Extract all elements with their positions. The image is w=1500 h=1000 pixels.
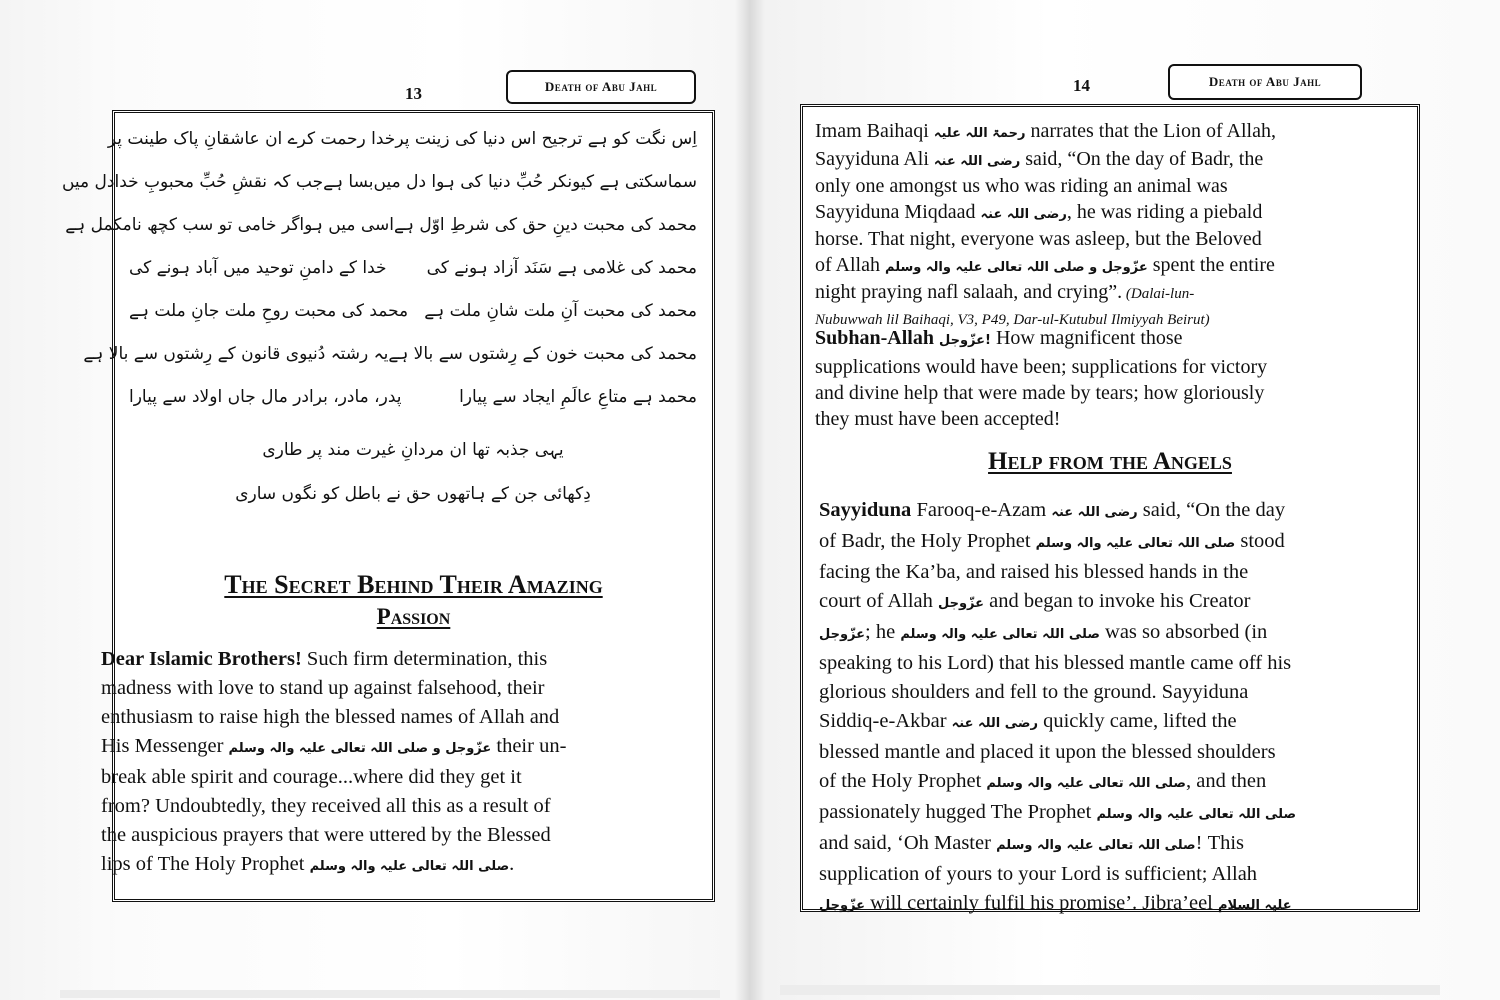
para-line: madness with love to stand up against falsehood, their (101, 677, 545, 699)
para-line: of Badr, the Holy Prophet (819, 530, 1036, 552)
urdu-verse-row (129, 299, 697, 342)
arabic-honorific: صلی اللہ تعالی علیہ والہ وسلم (1096, 807, 1297, 822)
para-line: Sayyiduna Miqdaad (815, 200, 981, 223)
urdu-hemistich: محمد کی محبت روحِ ملت جانِ ملت ہے (129, 301, 409, 321)
para-line: and said, ‘Oh Master (819, 832, 997, 854)
urdu-verse-row (83, 342, 697, 385)
para-line: break able spirit and courage...where did they get it (101, 766, 522, 788)
arabic-honorific: عزّوجل (819, 627, 866, 642)
right-header-title: Death of Abu Jahl (1168, 64, 1362, 100)
right-page-frame (800, 104, 1420, 912)
para-line: spent the entire (1147, 253, 1275, 276)
para-line: His Messenger (101, 735, 229, 757)
urdu-hemistich: اِس نگت کو ہے ترجیح اس دنیا کی زینت پر (395, 129, 697, 149)
left-page-edge (60, 990, 720, 998)
para-line: of Allah (815, 253, 885, 276)
para-line: enthusiasm to raise high the blessed names of Allah and (101, 706, 560, 728)
para-line: supplication of yours to your Lord is sufficient; Allah (819, 863, 1258, 885)
para-lead: Sayyiduna (819, 499, 912, 521)
para-line: was so absorbed (in (1099, 621, 1268, 643)
para-line: said, “On the day of Badr, the (1020, 147, 1264, 170)
section-title-angels: Help from the Angels (988, 448, 1232, 475)
para-line: facing the Ka’ba, and raised his blessed hands in the (819, 561, 1249, 583)
para-line: , he was riding a piebald (1066, 200, 1263, 223)
arabic-honorific: رضی اللہ عنہ (951, 716, 1038, 731)
urdu-verses (61, 127, 697, 428)
para-line: they must have been accepted! (815, 408, 1061, 430)
section-title-secret (115, 569, 712, 633)
para-line: Farooq-e-Azam (911, 499, 1052, 521)
right-page-number: 14 (1073, 76, 1090, 95)
para-line: will certainly fulfil his promise’. Jibra’eel (865, 892, 1218, 914)
urdu-hemistich: خدا کے دامنِ توحید میں آباد ہونے کی (129, 258, 387, 278)
para-line: ; he (865, 621, 901, 643)
para-line: said, “On the day (1137, 499, 1286, 521)
urdu-hemistich: محمد کی محبت خون کے رِشتوں سے بالا ہے (388, 344, 697, 364)
para-line: of the Holy Prophet (819, 770, 987, 792)
right-paragraph-3 (819, 496, 1395, 920)
para-line: quickly came, lifted the (1037, 710, 1237, 732)
para-line: How magnificent those (990, 327, 1183, 349)
para-line: from? Undoubtedly, they received all this as a result of (101, 795, 551, 817)
urdu-couplet-line: دِکھائی جن کے ہاتھوں حق نے باطل کو نگوں ساری (235, 484, 591, 504)
para-line: Such firm determination, this (301, 648, 548, 670)
urdu-verse-row (107, 127, 697, 170)
urdu-hemistich: خدا رحمت کرے ان عاشقانِ پاک طینت پر (107, 129, 396, 149)
para-line: , and then (1185, 770, 1267, 792)
urdu-verse-row (129, 385, 697, 428)
para-line: horse. That night, everyone was asleep, but the Beloved (815, 228, 1262, 250)
urdu-hemistich: یہ رشتہ دُنیوی قانون کے رِشتوں سے بالا ہے (83, 344, 389, 364)
left-page-frame (61, 110, 715, 902)
arabic-honorific: صلی اللہ تعالی علیہ والہ وسلم (996, 838, 1196, 853)
arabic-honorific: عزّوجل و صلی اللہ تعالی علیہ والہ وسلم (885, 259, 1148, 275)
para-line: night praying nafl salaah, and crying”. (815, 281, 1123, 303)
arabic-honorific: رضی اللہ عنہ (980, 206, 1067, 222)
para-line: the auspicious prayers that were uttered by the Blessed (101, 824, 551, 846)
para-line: their un- (491, 735, 567, 757)
para-line: and began to invoke his Creator (984, 590, 1251, 612)
arabic-honorific: رضی اللہ عنہ (1051, 505, 1138, 520)
urdu-hemistich: سماسکتی ہے کیونکر حُبِّ دنیا کی ہوا دل میں (373, 172, 697, 192)
para-line: narrates that the Lion of Allah, (1025, 120, 1276, 142)
para-line: court of Allah (819, 590, 938, 612)
arabic-honorific: رحمۃ اللہ علیہ (933, 126, 1026, 141)
citation: Nubuwwah lil Baihaqi, V3, P49, Dar-ul-Kutubul Ilmiyyah Beirut) (815, 311, 1210, 328)
para-line: only one amongst us who was riding an animal was (815, 175, 1228, 197)
para-line: supplications would have been; supplications for victory (815, 356, 1268, 378)
section-title-line: Passion (376, 604, 451, 629)
right-paragraph-1 (815, 119, 1375, 333)
right-paragraph-2 (815, 325, 1375, 432)
left-page-number: 13 (405, 84, 422, 103)
arabic-honorific: صلی اللہ تعالی علیہ والہ وسلم (986, 776, 1186, 791)
arabic-honorific: عزّوجل (819, 898, 866, 913)
para-line: Imam Baihaqi (815, 120, 934, 142)
urdu-hemistich: محمد ہے متاعِ عالَمِ ایجاد سے پیارا (459, 387, 697, 407)
urdu-hemistich: بسا ہےجب کہ نقشِ حُبِّ محبوبِ خدادل میں (61, 172, 374, 192)
urdu-couplet (129, 435, 697, 509)
para-line: and divine help that were made by tears; how gloriously (815, 382, 1265, 404)
para-line: speaking to his Lord) that his blessed mantle came off his (819, 652, 1292, 674)
urdu-hemistich: اسی میں ہواگر خامی تو سب کچھ نامکمل ہے (65, 215, 395, 235)
urdu-hemistich: محمد کی غلامی ہے سَنَد آزاد ہونے کی (426, 258, 697, 278)
urdu-hemistich: محمد کی محبت دینِ حق کی شرطِ اوّل ہے (394, 215, 697, 235)
arabic-honorific: رضی اللہ عنہ (933, 153, 1021, 169)
para-lead: Subhan-Allah (815, 327, 934, 349)
arabic-honorific: صلی اللہ تعالی علیہ والہ وسلم (900, 627, 1100, 642)
para-line: ! This (1195, 832, 1245, 854)
para-lead: Dear Islamic Brothers! (101, 648, 302, 670)
para-line: Siddiq-e-Akbar (819, 710, 952, 732)
left-paragraph (101, 645, 697, 881)
para-line: lips of The Holy Prophet (101, 853, 310, 875)
urdu-couplet-line: یہی جذبہ تھا ان مردانِ غیرت مند پر طاری (262, 440, 564, 460)
para-line: stood (1235, 530, 1285, 552)
left-header-title: Death of Abu Jahl (506, 70, 696, 104)
arabic-honorific: عزّوجل (938, 596, 985, 611)
urdu-hemistich: پدر، مادر، برادر مال جاں اولاد سے پیارا (129, 387, 402, 407)
arabic-honorific: عزّوجل! (938, 333, 991, 348)
right-page-edge (780, 985, 1440, 995)
arabic-honorific: علیہ السلام (1218, 898, 1292, 913)
urdu-verse-row (129, 256, 697, 299)
para-line: glorious shoulders and fell to the ground. Sayyiduna (819, 681, 1249, 703)
urdu-verse-row (65, 213, 697, 256)
section-title-line: The Secret Behind Their Amazing (224, 570, 603, 599)
para-line: . (509, 853, 515, 875)
urdu-verse-row (61, 170, 697, 213)
citation: (Dalai-lun- (1122, 286, 1195, 302)
para-line: Sayyiduna Ali (815, 147, 934, 170)
arabic-honorific: صلی اللہ تعالی علیہ والہ وسلم (1035, 536, 1236, 551)
urdu-hemistich: محمد کی محبت آنِ ملت شانِ ملت ہے (424, 301, 697, 321)
para-line: blessed mantle and placed it upon the blessed shoulders (819, 741, 1276, 763)
arabic-honorific: صلی اللہ تعالی علیہ والہ وسلم (309, 859, 510, 874)
para-line: passionately hugged The Prophet (819, 801, 1097, 823)
arabic-honorific: عزّوجل و صلی اللہ تعالی علیہ والہ وسلم (228, 741, 492, 756)
